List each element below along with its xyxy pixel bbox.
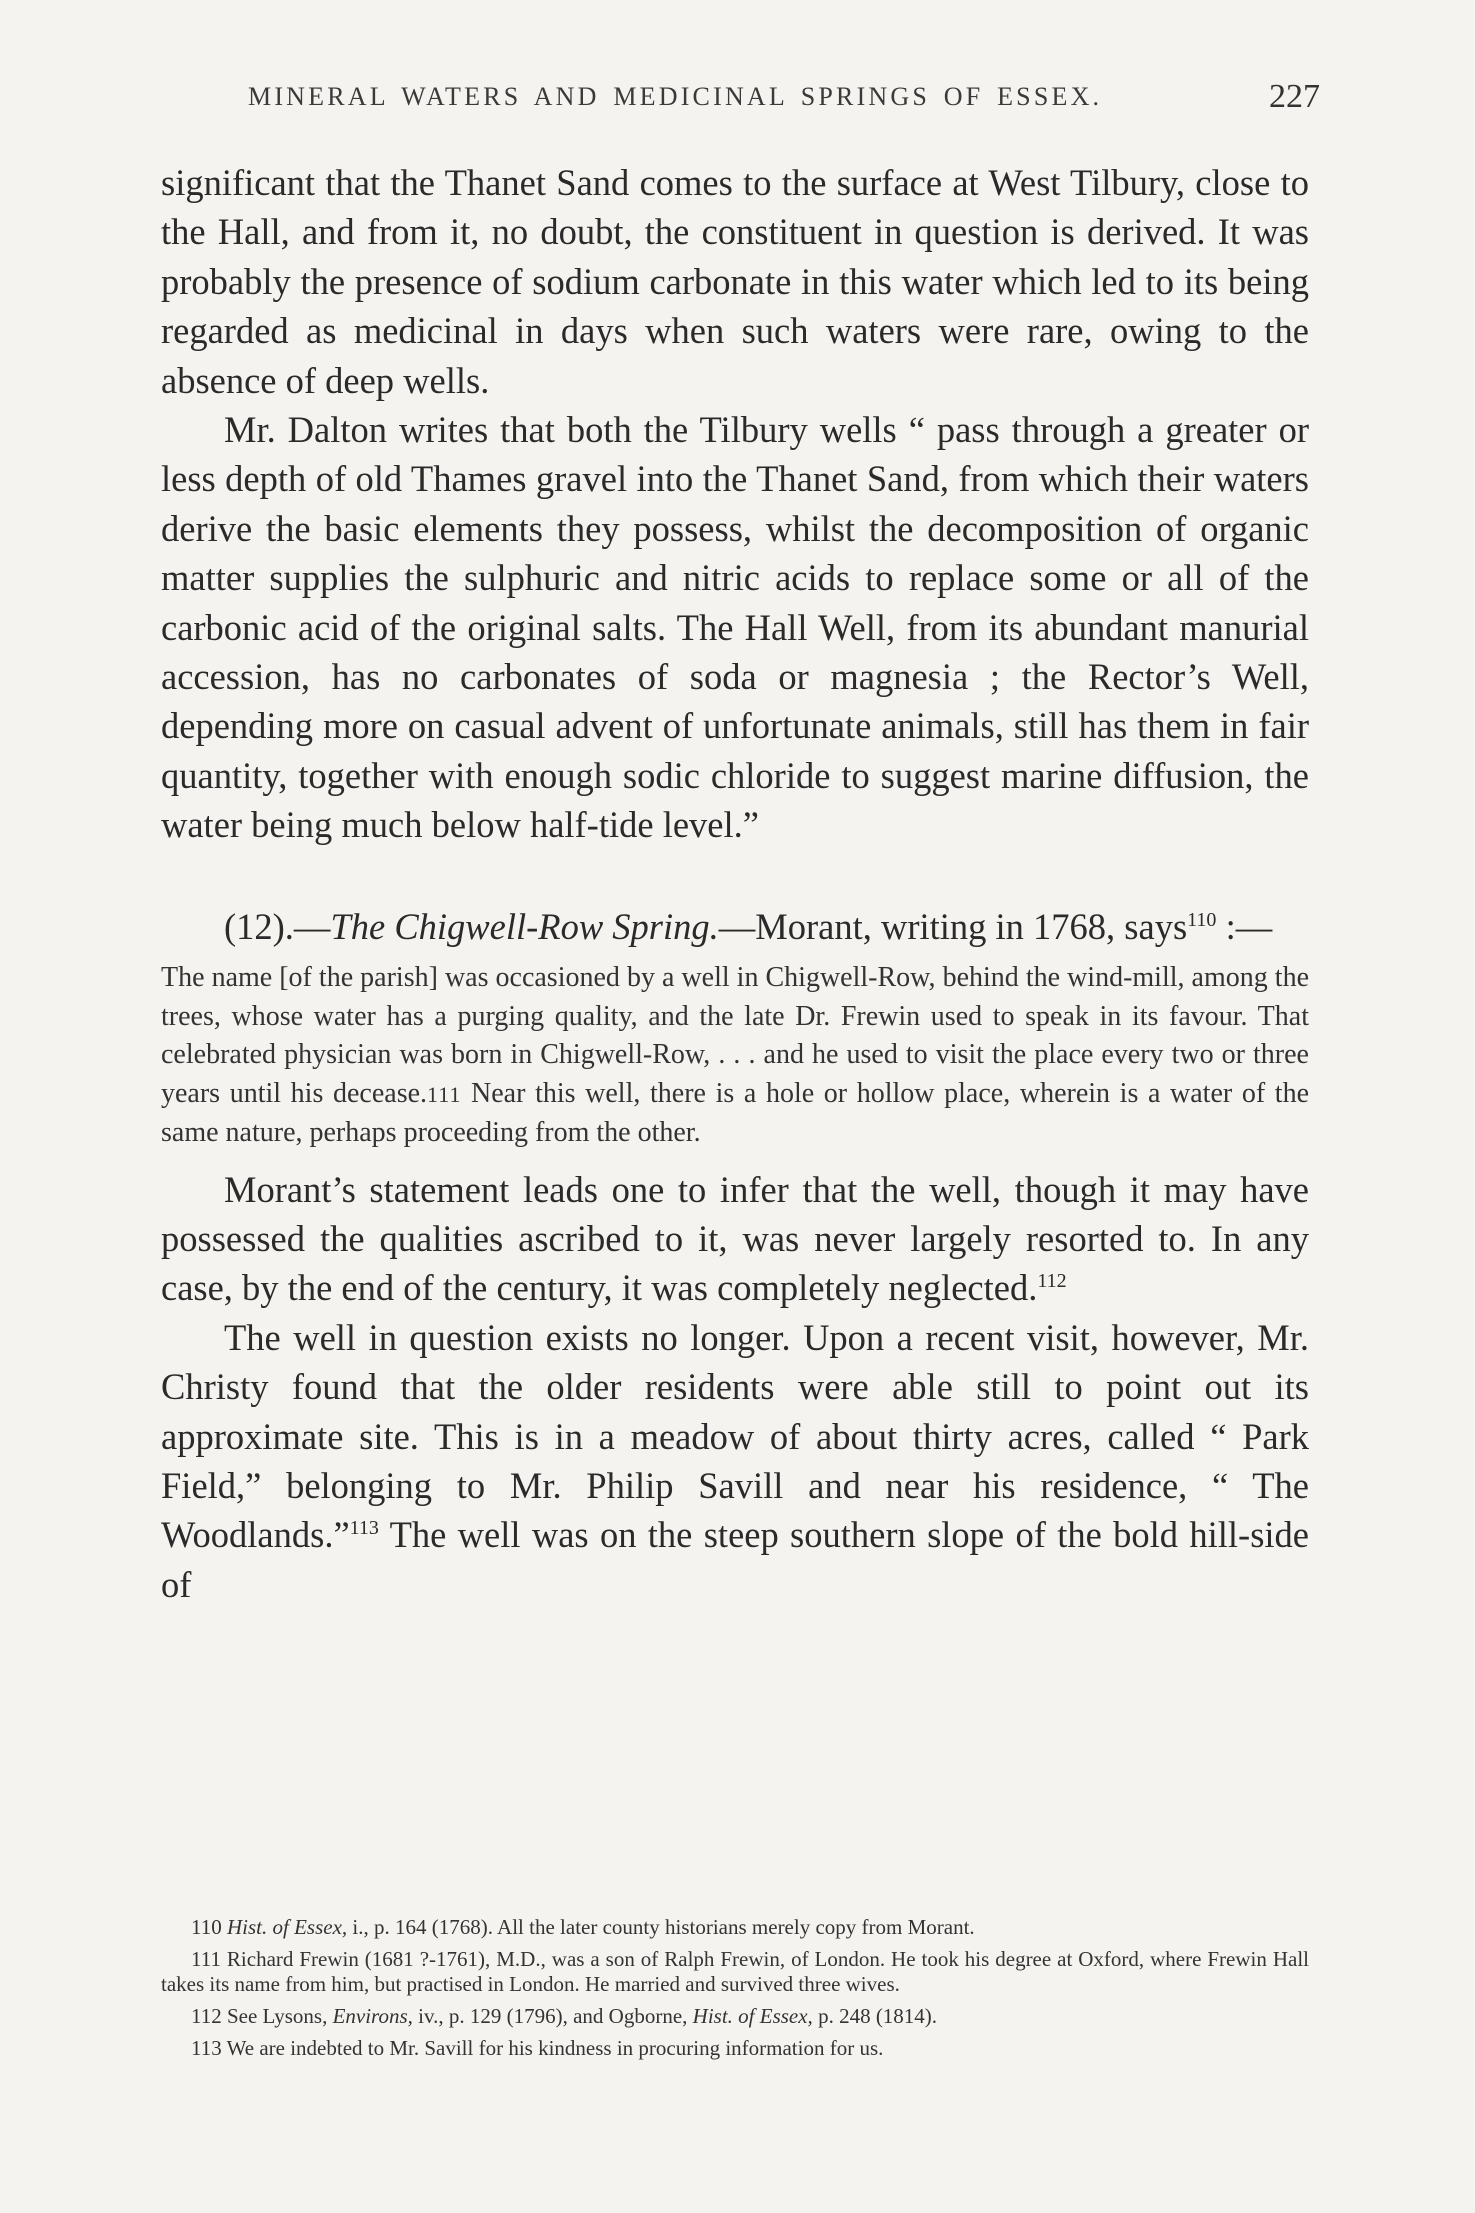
footnote-113 bbox=[161, 2036, 1309, 2061]
paragraph-4-text: Morant’s statement leads one to infer that the well, though it may have possessed the qualities ascribed to it, was never largely resorted to. In any case, by the end of the century, it was completely neglected. bbox=[161, 1168, 1309, 1309]
footnote-number: 110 bbox=[191, 1915, 222, 1939]
footnote-number: 113 bbox=[191, 2036, 222, 2060]
footnote-111 bbox=[161, 1947, 1309, 1997]
paragraph-1: significant that the Thanet Sand comes to the surface at West Tilbury, close to the Hall, and from it, no doubt, the constituent in question is derived. It was probably the presence of sodium carbonate in this water which led to its being regarded as medicinal in days when such waters were rare, owing to the absence of deep wells. bbox=[161, 162, 1309, 401]
quote-text-a: The name [of the parish] was occasioned by a well in Chigwell-Row, behind the wind-mill, among the trees, whose water has a purging quality, and the late Dr. Frewin used to speak in its favour. That celebrated physician was born in Chigwell-Row, . . . and he used to visit the place every two or three years until his decease. bbox=[161, 962, 1309, 1109]
page-number: 227 bbox=[1269, 78, 1320, 115]
paragraph-2: Mr. Dalton writes that both the Tilbury wells “ pass through a greater or less depth of old Thames gravel into the Thanet Sand, from which their waters derive the basic elements they possess, whilst the decomposition of organic matter supplies the sulphuric and nitric acids to replace some or all of the carbonic acid of the original salts. The Hall Well, from its abundant manurial accession, has no carbonates of soda or magnesia ; the Rector’s Well, depending more on casual advent of unfortunate animals, still has them in fair quantity, together with enough sodic chloride to suggest marine diffusion, the water being much below half-tide level.” bbox=[161, 409, 1309, 846]
footnote-cited-title: Environs, bbox=[332, 2004, 413, 2028]
footnote-ref-113: 113 bbox=[349, 1517, 379, 1540]
footnote-text: p. 248 (1814). bbox=[812, 2004, 938, 2028]
paragraph-5 bbox=[161, 1313, 1309, 1609]
quote-text-b: Near this well, there is a hole or hollow place, wherein is a water of the same nature, perhaps proceeding from the other. bbox=[161, 1077, 1310, 1149]
footnote-text: Richard Frewin (1681 ?-1761), M.D., was a son of Ralph Frewin, of London. He took his degree at Oxford, where Frewin Hall takes its name from him, but practised in London. He married and survived three wives. bbox=[161, 1947, 1309, 1996]
section-heading-paragraph bbox=[161, 902, 1309, 951]
block-quote bbox=[161, 959, 1309, 1153]
section-intro-end: :— bbox=[1216, 905, 1273, 947]
paragraph-5-text-b: The well was on the steep southern slope of the bold hill-side of bbox=[161, 1514, 1309, 1605]
footnote-110 bbox=[161, 1915, 1309, 1940]
footnote-112 bbox=[161, 2004, 1309, 2029]
paragraph-5-text-a: The well in question exists no longer. Upon a recent visit, however, Mr. Christy found that the older residents were able still to point out its approximate site. This is in a meadow of about thirty acres, called “ Park Field,” belonging to Mr. Philip Savill and near his residence, “ The Woodlands.” bbox=[161, 1316, 1309, 1556]
footnote-text: We are indebted to Mr. Savill for his kindness in procuring information for us. bbox=[221, 2036, 884, 2060]
footnote-text: iv., p. 129 (1796), and Ogborne, bbox=[412, 2004, 693, 2028]
section-intro: —Morant, writing in 1768, says bbox=[718, 905, 1188, 947]
footnote-number: 112 bbox=[191, 2004, 222, 2028]
footnote-number: 111 bbox=[191, 1947, 221, 1971]
section-number: (12).— bbox=[224, 905, 331, 947]
footnote-text: See Lysons, bbox=[221, 2004, 333, 2028]
footnotes bbox=[161, 1915, 1309, 2068]
section-title: The Chigwell-Row Spring. bbox=[330, 905, 719, 947]
footnote-cited-title: Hist. of Essex, bbox=[692, 2004, 813, 2028]
body-text bbox=[161, 158, 1309, 1609]
footnote-ref-110: 110 bbox=[1187, 908, 1217, 931]
running-title: MINERAL WATERS AND MEDICINAL SPRINGS OF ESSEX. bbox=[248, 82, 1103, 111]
footnote-ref-111: 111 bbox=[427, 1081, 462, 1107]
footnote-ref-112: 112 bbox=[1037, 1270, 1067, 1293]
running-head bbox=[248, 78, 1320, 124]
paragraph-4 bbox=[161, 1165, 1309, 1313]
footnote-cited-title: Hist. of Essex, bbox=[226, 1915, 348, 1939]
footnote-text: i., p. 164 (1768). All the later county historians merely copy from Morant. bbox=[347, 1915, 975, 1939]
